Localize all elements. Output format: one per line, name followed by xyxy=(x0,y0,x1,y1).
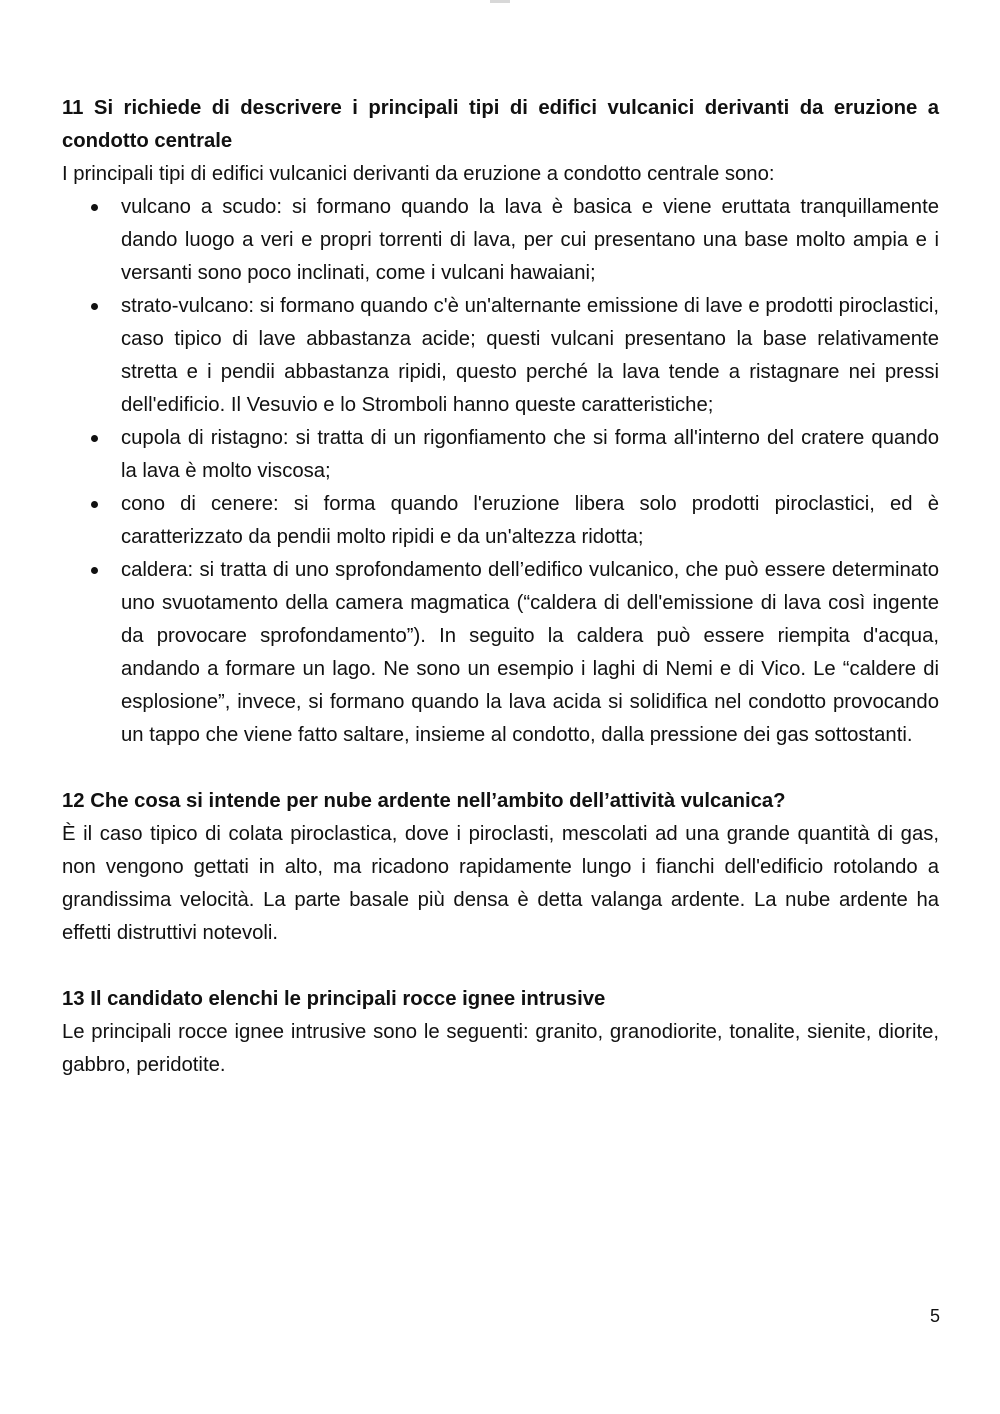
bullet-icon xyxy=(91,567,98,574)
list-item xyxy=(62,191,939,290)
question-12-answer: È il caso tipico di colata piroclastica, dove i piroclasti, mescolati ad una grande quantità di gas, non vengono gettati in alto, ma ricadono rapidamente lungo i fianchi dell'edificio rotolando a grandissima velocità. La parte basale più densa è detta valanga ardente. La nube ardente ha effetti distruttivi notevoli. xyxy=(62,823,939,944)
list-item xyxy=(62,290,939,422)
question-11-intro: I principali tipi di edifici vulcanici derivanti da eruzione a condotto centrale sono: xyxy=(62,163,775,185)
list-item xyxy=(62,554,939,752)
list-item-text: caldera: si tratta di uno sprofondamento dell’edifico vulcanico, che può essere determinato uno svuotamento della camera magmatica (“caldera di dell'emissione di lava così ingente da provocare sprofondamento”). In seguito la caldera può essere riempita d'acqua, andando a formare un lago. Ne sono un esempio i laghi di Nemi e di Vico. Le “caldere di esplosione”, invece, si formano quando la lava acida si solidifica nel condotto provocando un tappo che viene fatto saltare, insieme al condotto, dalla pressione dei gas sottostanti. xyxy=(121,559,939,746)
bullet-icon xyxy=(91,435,98,442)
list-item xyxy=(62,488,939,554)
question-13 xyxy=(62,983,939,1082)
list-item xyxy=(62,422,939,488)
document-page xyxy=(62,92,939,1082)
section-spacer xyxy=(62,950,939,983)
volcano-types-list xyxy=(62,191,939,752)
question-11 xyxy=(62,92,939,752)
header-mark xyxy=(490,0,510,3)
question-11-title: 11 Si richiede di descrivere i principali tipi di edifici vulcanici derivanti da eruzione a condotto centrale xyxy=(62,97,939,152)
bullet-icon xyxy=(91,501,98,508)
question-13-answer: Le principali rocce ignee intrusive sono le seguenti: granito, granodiorite, tonalite, sienite, diorite, gabbro, peridotite. xyxy=(62,1021,939,1076)
question-13-title: 13 Il candidato elenchi le principali rocce ignee intrusive xyxy=(62,988,606,1010)
question-12-title: 12 Che cosa si intende per nube ardente nell’ambito dell’attività vulcanica? xyxy=(62,790,786,812)
page-number: 5 xyxy=(929,1306,940,1326)
list-item-text: vulcano a scudo: si formano quando la lava è basica e viene eruttata tranquillamente dando luogo a veri e propri torrenti di lava, per cui presentano una base molto ampia e i versanti sono poco inclinati, come i vulcani hawaiani; xyxy=(121,196,939,284)
list-item-text: strato-vulcano: si formano quando c'è un'alternante emissione di lave e prodotti piroclastici, caso tipico di lave abbastanza acide; questi vulcani presentano la base relativamente stretta e i pendii abbastanza ripidi, questo perché la lava tende a ristagnare nei pressi dell'edificio. Il Vesuvio e lo Stromboli hanno queste caratteristiche; xyxy=(121,295,939,416)
bullet-icon xyxy=(91,303,98,310)
section-spacer xyxy=(62,752,939,785)
bullet-icon xyxy=(91,204,98,211)
list-item-text: cono di cenere: si forma quando l'eruzione libera solo prodotti piroclastici, ed è caratterizzato da pendii molto ripidi e da un'altezza ridotta; xyxy=(121,493,939,548)
question-12 xyxy=(62,785,939,950)
list-item-text: cupola di ristagno: si tratta di un rigonfiamento che si forma all'interno del cratere quando la lava è molto viscosa; xyxy=(121,427,939,482)
